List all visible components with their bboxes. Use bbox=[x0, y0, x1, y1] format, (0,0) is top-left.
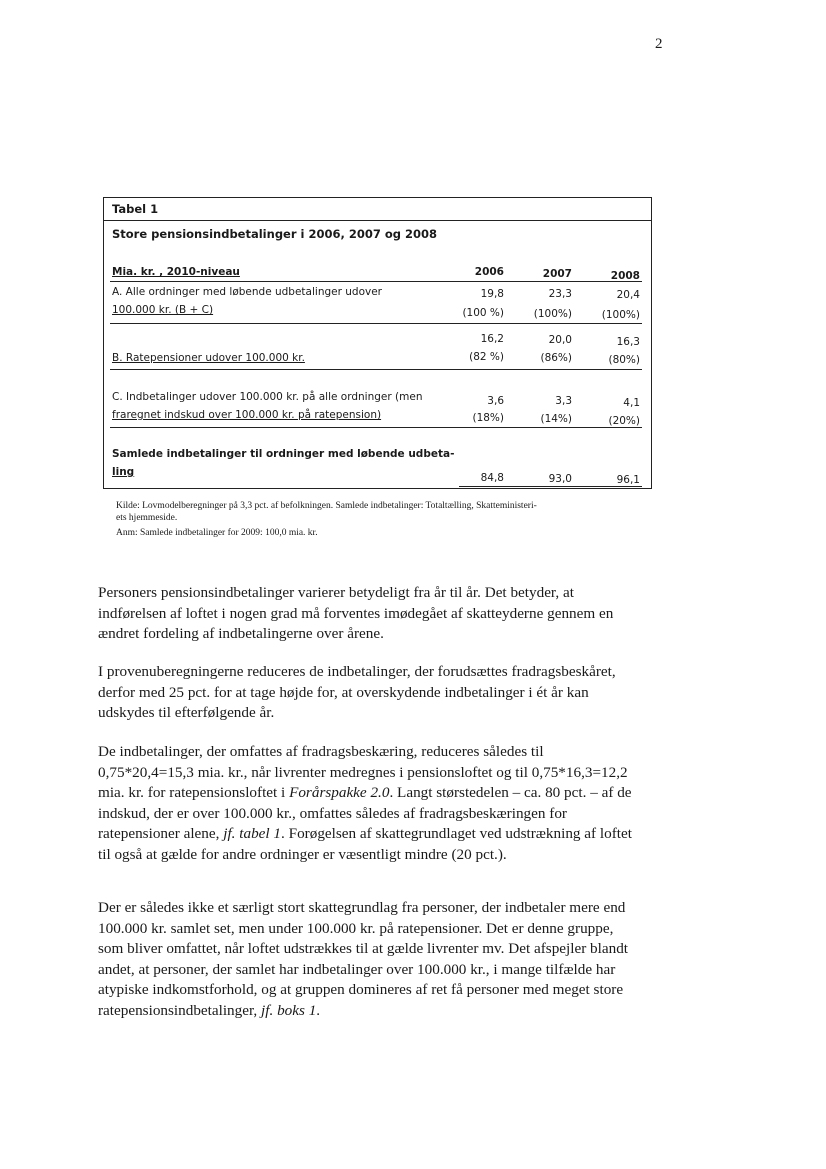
total-label-line2: ling bbox=[112, 466, 135, 478]
row-c-share-2007: (14%) bbox=[540, 413, 572, 425]
row-b-share-2006: (82 %) bbox=[469, 351, 504, 363]
paragraph-4-part-a: Der er således ikke et særligt stort skattegrundlag fra personer, der indbetaler mere end 100.000 kr. samlet set, men under 100.000 kr. på ratepensioner. Det er denne gruppe, som bliver omfattet, når loftet udstrækkes til at gælde livrenter mv. Det afspejler blandt andet, at personer, der samlet har indbetalinger over 100.000 kr., i mange tilfælde har atypiske indkomstforhold, og at gruppen domineres af ret få personer med meget store ratepensionsindbetalinger, bbox=[98, 899, 629, 1019]
page-number: 2 bbox=[655, 36, 663, 52]
year-header-2008: 2008 bbox=[610, 270, 640, 282]
paragraph-3-part-e: . Forøgelsen af skattegrundlaget ved udstrækning af loftet til også at gælde for andre ordninger er væsentligt mindre (20 pct.). bbox=[98, 825, 632, 863]
reference-tabel-1: jf. tabel 1 bbox=[223, 825, 282, 843]
row-a-value-2006: 19,8 bbox=[480, 288, 504, 300]
year-header-2007: 2007 bbox=[542, 268, 572, 280]
row-b-rule bbox=[110, 369, 642, 370]
paragraph-4-part-c: . bbox=[316, 1001, 321, 1019]
year-header-2006: 2006 bbox=[474, 266, 504, 278]
total-label-line1: Samlede indbetalinger til ordninger med løbende udbeta- bbox=[112, 448, 455, 460]
row-c-label-line2: fraregnet indskud over 100.000 kr. på ratepension) bbox=[112, 409, 382, 421]
paragraph-3 bbox=[98, 742, 638, 866]
row-a-value-2007: 23,3 bbox=[548, 288, 572, 300]
row-c-value-2008: 4,1 bbox=[623, 397, 640, 409]
row-b-value-2008: 16,3 bbox=[616, 336, 640, 348]
row-c-label-line1: C. Indbetalinger udover 100.000 kr. på alle ordninger (men bbox=[112, 391, 423, 403]
table-source-note bbox=[116, 500, 656, 539]
table-title-divider bbox=[104, 220, 651, 221]
row-a-label-line1: A. Alle ordninger med løbende udbetalinger udover bbox=[112, 286, 382, 298]
total-rule bbox=[459, 486, 642, 487]
row-c-value-2007: 3,3 bbox=[555, 395, 572, 407]
unit-header: Mia. kr. , 2010-niveau bbox=[112, 266, 240, 278]
row-a-value-2008: 20,4 bbox=[616, 289, 640, 301]
paragraph-4 bbox=[98, 898, 638, 1022]
row-a-share-2007: (100%) bbox=[533, 308, 572, 320]
row-c-rule bbox=[110, 427, 642, 428]
row-c-share-2008: (20%) bbox=[608, 415, 640, 427]
row-b-share-2007: (86%) bbox=[540, 352, 572, 364]
paragraph-3-part-c: . Langt størstedelen – ca. 80 pct. – af de indskud, der er over 100.000 kr., omfattes således af fradragsbeskæringen for ratepensioner alene, bbox=[98, 784, 632, 843]
row-a-label-line2: 100.000 kr. (B + C) bbox=[112, 304, 214, 316]
table-title: Store pensionsindbetalinger i 2006, 2007 og 2008 bbox=[112, 227, 437, 241]
paragraph-3-part-a: De indbetalinger, der omfattes af fradragsbeskæring, reduceres således til 0,75*20,4=15,3 mia. kr., når livrenter medregnes i pensionsloftet og til 0,75*16,3=12,2 mia. kr. for ratepensionsloftet i bbox=[98, 743, 628, 802]
row-c-share-2006: (18%) bbox=[472, 412, 504, 424]
paragraph-1: Personers pensionsindbetalinger varierer betydeligt fra år til år. Det betyder, at indførelsen af loftet i nogen grad må forventes imødegået af skatteyderne gennem en ændret fordeling af indbetalingerne over årene. bbox=[98, 584, 614, 643]
pension-table bbox=[103, 197, 652, 489]
table-label: Tabel 1 bbox=[112, 202, 159, 216]
source-line-2: ets hjemmeside. bbox=[116, 513, 178, 523]
total-value-2008: 96,1 bbox=[616, 474, 640, 486]
total-value-2007: 93,0 bbox=[548, 473, 572, 485]
total-value-2006: 84,8 bbox=[480, 472, 504, 484]
row-b-value-2006: 16,2 bbox=[480, 333, 504, 345]
header-rule bbox=[110, 281, 642, 282]
row-a-rule bbox=[110, 323, 642, 324]
row-b-value-2007: 20,0 bbox=[548, 334, 572, 346]
row-b-share-2008: (80%) bbox=[608, 354, 640, 366]
row-a-share-2008: (100%) bbox=[601, 309, 640, 321]
row-b-label: B. Ratepensioner udover 100.000 kr. bbox=[112, 352, 305, 364]
source-line-3: Anm: Samlede indbetalinger for 2009: 100,0 mia. kr. bbox=[116, 528, 318, 538]
row-a-share-2006: (100 %) bbox=[462, 307, 504, 319]
row-c-value-2006: 3,6 bbox=[487, 395, 504, 407]
reference-foraarspakke: Forårspakke 2.0 bbox=[289, 784, 390, 802]
paragraph-2: I provenuberegningerne reduceres de indbetalinger, der forudsættes fradragsbeskåret, derfor med 25 pct. for at tage højde for, at overskydende indbetalinger i ét år kan udskydes til efterfølgende år. bbox=[98, 663, 616, 722]
source-line-1: Kilde: Lovmodelberegninger på 3,3 pct. af befolkningen. Samlede indbetalinger: Totaltælling, Skatteministeri- bbox=[116, 501, 537, 511]
reference-boks-1: jf. boks 1 bbox=[261, 1001, 317, 1019]
